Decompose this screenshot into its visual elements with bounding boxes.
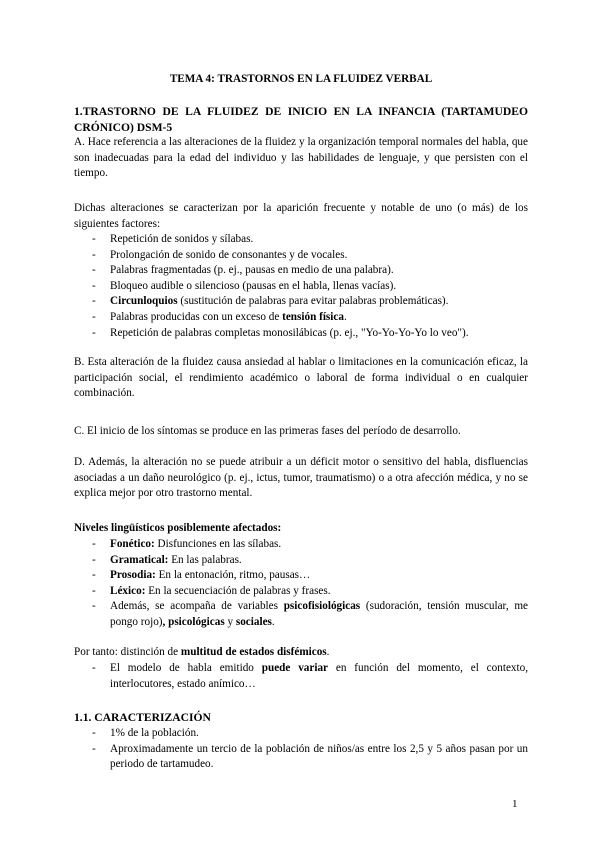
list-item [74,584,528,600]
list-item [74,294,528,310]
term-estados-disfemicos: multitud de estados disfémicos [180,646,327,658]
paragraph-c: C. El inicio de los síntomas se produce en las primeras fases del período de desarrollo. [74,425,461,437]
list-item: - Repetición de sonidos y sílabas. [74,232,528,248]
term-psicofisiologicas: psicofisiológicas [283,600,361,613]
portanto-list [74,661,528,692]
term-puede-variar: puede variar [261,662,329,674]
text: Por tanto: distinción de [74,646,181,658]
list-item-text: En la secuenciación de palabras y frases. [145,584,331,597]
portanto-line [74,645,528,661]
list-item [74,537,528,553]
subsection-heading: 1.1. CARACTERIZACIÓN [74,711,211,724]
term-lexico: Léxico: [110,584,146,597]
list-item [74,310,528,326]
list-item: - Repetición de palabras completas monosilábicas (p. ej., "Yo-Yo-Yo-Yo lo veo"). [74,326,528,342]
list-item [74,568,528,584]
list-item-text: Disfunciones en las sílabas. [154,538,282,550]
list-item-text: en función del momento, el contexto, interlocutores, estado anímico… [110,662,529,690]
list-item: - Palabras fragmentadas (p. ej., pausas en medio de una palabra). [74,263,528,279]
list-item-text: (sustitución de palabras para evitar palabras problemáticas). [177,295,449,308]
paragraph-d: D. Además, la alteración no se puede atribuir a un déficit motor o sensitivo del habla, disfluencias asociadas a un daño neurológico (p. ej., ictus, tumor, traumatismo) o a otra afección médica, y no se explica mejor por otro trastorno mental. [74,456,528,500]
list-item-text: En las palabras. [168,553,242,566]
section-heading: 1.TRASTORNO DE LA FLUIDEZ DE INICIO EN LA INFANCIA (TARTAMUDEO CRÓNICO) DSM-5 [74,105,528,134]
list-item-text: El modelo de habla emitido [110,662,262,674]
list-item: - 1% de la población. [74,726,528,742]
paragraph-b: B. Esta alteración de la fluidez causa ansiedad al hablar o limitaciones en la comunicación eficaz, la participación social, el rendimiento académico o laboral de forma individual o en cualquier combinación. [74,356,528,400]
list-item-text: (sudoración, tensión muscular, me pongo rojo) [110,600,529,628]
list-item: - Bloqueo audible o silencioso (pausas en el habla, llenas vacías). [74,279,528,295]
list-item: - Prolongación de sonido de consonantes y de vocales. [74,248,528,264]
factors-intro: Dichas alteraciones se caracterizan por la aparición frecuente y notable de uno (o más) de los siguientes factores: [74,202,528,230]
list-item-text: y [224,615,236,628]
list-item [74,553,528,569]
term-circunloquios: Circunloquios [110,295,178,308]
factors-list [74,232,528,341]
niveles-list [74,537,528,631]
term-fonetico: Fonético: [110,538,155,550]
term-sociales: sociales [235,615,272,628]
term-tension: tensión física [282,310,344,323]
list-item [74,599,528,630]
paragraph-a: A. Hace referencia a las alteraciones de la fluidez y la organización temporal normales del habla, que son inadecuadas para la edad del individuo y las habilidades de lenguaje, y que persisten con el tiempo. [74,136,528,180]
term-prosodia: Prosodia: [110,569,156,582]
list-item-text: Además, se acompaña de variables [110,600,284,613]
page-number: 1 [512,798,518,810]
niveles-heading: Niveles lingüísticos posiblemente afectados: [74,522,282,534]
term-gramatical: Gramatical: [110,553,169,566]
list-item-text: . [343,310,347,323]
list-item [74,661,528,692]
list-item: - Aproximadamente un tercio de la población de niños/as entre los 2,5 y 5 años pasan por un periodo de tartamudeo. [74,742,528,773]
document-title: TEMA 4: TRASTORNOS EN LA FLUIDEZ VERBAL [169,73,433,85]
list-item-text: En la entonación, ritmo, pausas… [155,569,311,582]
text: . [326,646,330,658]
term-psicologicas: , psicológicas [162,615,225,628]
list-item-text: . [271,615,275,628]
caracterizacion-list [74,726,528,773]
list-item-text: Palabras producidas con un exceso de [110,310,283,323]
